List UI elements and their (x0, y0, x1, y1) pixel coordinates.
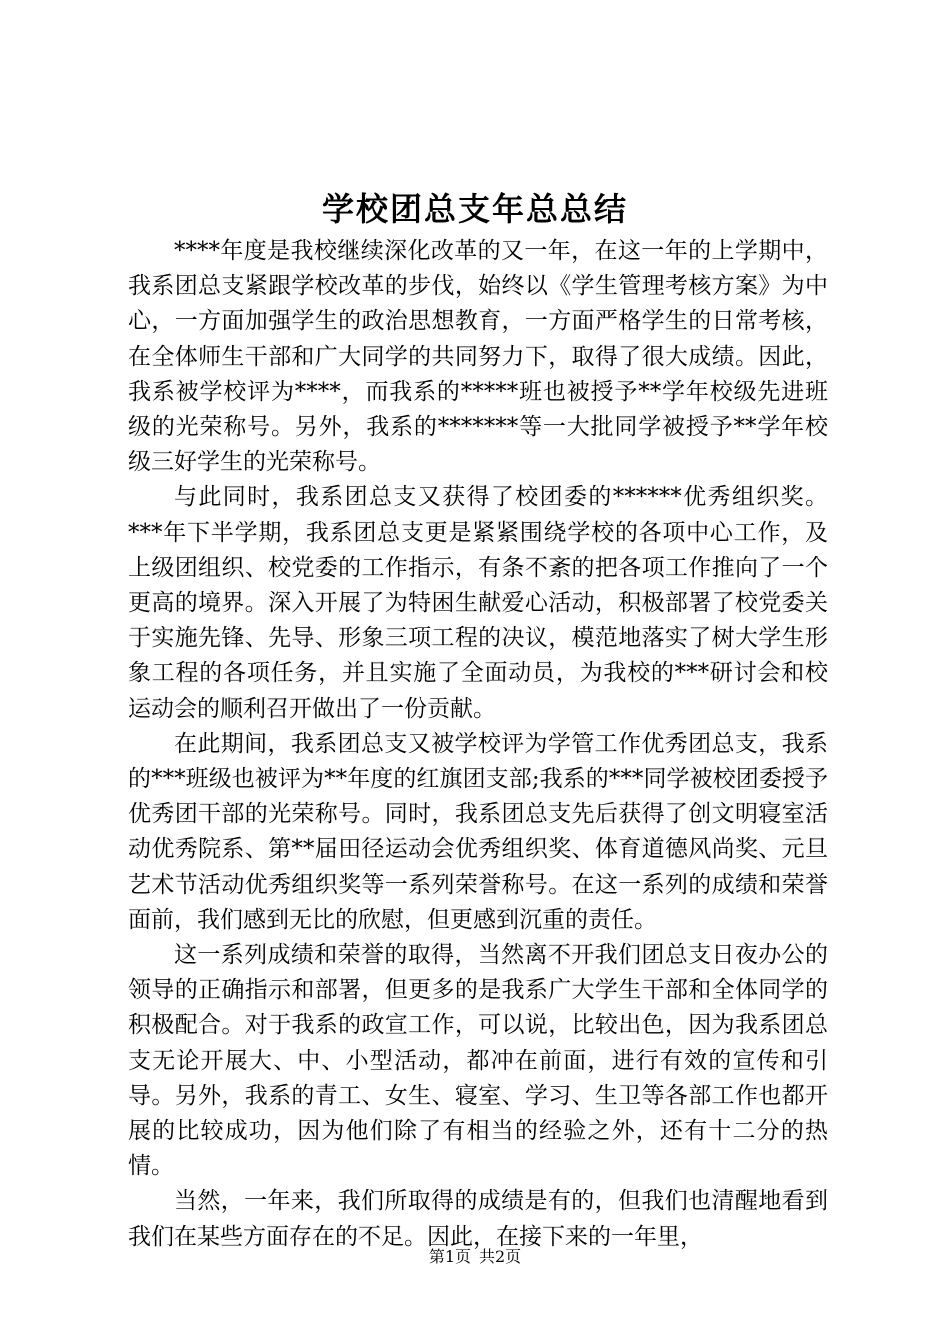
page-number: 第1页 (428, 1247, 471, 1266)
paragraph: ****年度是我校继续深化改革的又一年，在这一年的上学期中，我系团总支紧跟学校改革的步伐，始终以《学生管理考核方案》为中心，一方面加强学生的政治思想教育，一方面严格学生的日常考核，在全体师生干部和广大同学的共同努力下，取得了很大成绩。因此，我系被学校评为****，而我系的*****班也被授予**学年校级先进班级的光荣称号。另外，我系的*******等一大批同学被授予**学年校级三好学生的光荣称号。 (128, 238, 828, 476)
page-total: 共2页 (479, 1247, 522, 1266)
document-title: 学校团总支年总总结 (321, 190, 628, 228)
paragraph: 与此同时，我系团总支又获得了校团委的******优秀组织奖。***年下半学期，我系团总支更是紧紧围绕学校的各项中心工作，及上级团组织、校党委的工作指示，有条不紊的把各项工作推向了一个更高的境界。深入开展了为特困生献爱心活动，积极部署了校党委关于实施先锋、先导、形象三项工程的决议，模范地落实了树大学生形象工程的各项任务，并且实施了全面动员，为我校的***研讨会和校运动会的顺利召开做出了一份贡献。 (128, 484, 828, 722)
page-footer (0, 1247, 950, 1267)
paragraph: 当然，一年来，我们所取得的成绩是有的，但我们也清醒地看到我们在某些方面存在的不足。因此，在接下来的一年里， (128, 1188, 828, 1250)
document-body (128, 234, 828, 1255)
paragraph: 在此期间，我系团总支又被学校评为学管工作优秀团总支，我系的***班级也被评为**年度的红旗团支部;我系的***同学被校团委授予优秀团干部的光荣称号。同时，我系团总支先后获得了创文明寝室活动优秀院系、第**届田径运动会优秀组织奖、体育道德风尚奖、元旦艺术节活动优秀组织奖等一系列荣誉称号。在这一系列的成绩和荣誉面前，我们感到无比的欣慰，但更感到沉重的责任。 (128, 730, 828, 933)
paragraph: 这一系列成绩和荣誉的取得，当然离不开我们团总支日夜办公的领导的正确指示和部署，但更多的是我系广大学生干部和全体同学的积极配合。对于我系的政宣工作，可以说，比较出色，因为我系团总支无论开展大、中、小型活动，都冲在前面，进行有效的宣传和引导。另外，我系的青工、女生、寝室、学习、生卫等各部工作也都开展的比较成功，因为他们除了有相当的经验之外，还有十二分的热情。 (128, 942, 828, 1180)
